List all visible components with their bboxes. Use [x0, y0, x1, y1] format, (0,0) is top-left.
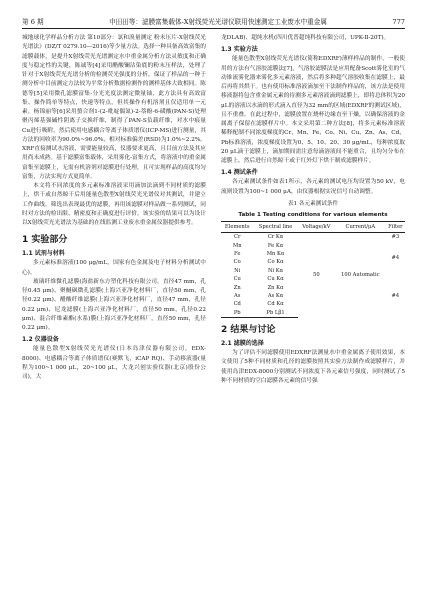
paragraph: 多元素标准溶液(100 μg/mL，国家有色金属及电子材料分析测试中心)。: [22, 260, 206, 276]
running-header: [22, 12, 405, 26]
paragraph: 为了评估不同滤膜使用EDXRF法测量水中重金属离子使用效果，本文使用了5种不同材质和孔径的滤膜按照其实验方法制作成滤膜样片，并使用岛津EDX-8000分别测试不同浓度下各元素信号强度，同时测试了5种不同材质的空白滤膜各元素的信号强: [221, 350, 405, 384]
paragraph: 各元素测试条件如表1所示，各元素的测试电压均设置为50 kV，电流则设置为100~1 000 μA，由仪器根据实况信号自动调整。: [221, 179, 405, 195]
paragraph: 玻璃纤维微孔滤膜(海盐新东方塑化科技有限公司，直径47 mm，孔径0.45 μm)、聚醚砜微孔滤膜(上海兴亚净化材料厂，直径50 mm，孔径0.22 μm)、醋酸纤维滤膜(上海兴亚净化材料厂，直径47 mm，孔径0.22 μm)、尼龙滤膜(上海兴亚净化材料厂，直径50 mm，孔径0.22 μm)、混合纤维素酯(水系)膜(上海兴亚净化材料厂，直径50 mm，孔径0.22 μm)。: [22, 278, 206, 331]
col-header-voltage: Voltage/kV: [298, 221, 335, 232]
element-cell: Cr: [233, 234, 241, 241]
table-header-row: [221, 221, 405, 232]
element-cell: Fe: [234, 250, 241, 257]
spectral-line-cell: Ni Kα: [267, 267, 284, 274]
paragraph: 城地球化学样品分析方法 第10部分：氯和溴量测定 粉末压片-X射线荧光光谱法》(DZ/T 0279.10—2016)等少量方法。选择一种具备高效富集的滤膜载体，是提升X射线荧光光谱测定水中重金属分析方法灵敏度和正确度与稳定性的关键，陈诚等[4]采用醋酸镧沾染底的粉末压样法，处理了针对于X射线荧光光谱分析的检测荧光强度的分析，保证了样品的一种于测分析中目前测定方法较为平常分析数据检测作的测样基体大致相同。陈德等[5]采用微孔滤膜富集-分光光度法测定微量铀，此方法具有高效富集、操作简单等特点，快速等特点，但其操作有机溶剂且仅适用单一元素。杨锦丽等[6]采用螯合剂1-(2-吡啶偶氮)-2-萘酚-6-磺酸(PAN-S)处理聚丙烯基强碱性阴离子交换纤维，制得了PAN-S负载纤维，对水中痕量Cu进行吸附，然后使用电感耦合等离子体质谱仪(ICP-MS)进行测量，其方法的回收率为90.0%~96.0%，相对标准偏差(RSD)为1.0%~2.2%。XRF直接测试水溶液，需要能量较高，仪器要求更高，且目前方法及其应用尚未成熟。基于滤膜富集载体，采用雾化-富集方式，将溶液中的重金属富集至滤膜上，无需有机溶剂对滤膜进行处理，且可实现样品的高度均匀富集，方法实现方式更简单。: [22, 35, 206, 180]
right-column: [221, 34, 405, 386]
col-header-current: Current/μA: [335, 221, 386, 232]
subsection-heading: 1.4 测试条件: [221, 169, 258, 177]
spectral-line-cell: As Kα: [267, 293, 284, 299]
page-number: 777: [392, 18, 405, 26]
filter-cell: #3: [391, 234, 400, 241]
paragraph: 本文将不同浓度的多元素标准溶液采用滴加法滴到不同材质的滤膜上，烘干或自然晾干后用能量色散型X射线荧光光谱仪对其测试，并建立工作曲线，筛选出表现最优的滤膜，再用该滤膜对样品做一系列测试，同时对方法的检出限、精密度和正确度进行评价。该实验的结果可以为设计以X射线荧光光谱法为基础的在线监测工业废水重金属仪器提供参考。: [22, 183, 206, 226]
spectral-line-cell: Mn Kα: [266, 250, 285, 257]
paragraph: 龙DLAB)、超纯水机(四川优普超纯科技有限公司，UPK-Ⅱ-20T)。: [221, 35, 390, 41]
issue-label: 第 6 期: [22, 18, 44, 26]
paragraph: 能量色散型X射线荧光光谱仪(日本岛津仪器有限公司，EDX-8000)、电感耦合等离子体质谱仪(赛默飞，iCAP RQ)、手动移液器(量程为100~1 000 μL，20~100 μL，大龙兴创实验仪器(北京)股份公司)，大: [22, 346, 206, 380]
testing-conditions-table: [221, 221, 405, 318]
spectral-line-cell: Pb Lβ1: [253, 309, 297, 318]
spectral-line-cell: Cr Kα: [267, 234, 284, 241]
voltage-cell: 50: [313, 272, 320, 279]
left-column: [22, 34, 206, 382]
col-header-elements: Elements: [221, 221, 253, 232]
current-cell: 100 Automatic: [341, 272, 380, 279]
element-cell: Zn: [233, 284, 241, 291]
spectral-line-cell: Zn Kα: [267, 284, 284, 291]
spectral-line-cell: Cd Kα: [267, 301, 284, 308]
element-cell: Cu: [233, 276, 241, 283]
header-rule: [22, 28, 405, 29]
col-header-filter: Filter: [386, 221, 405, 232]
element-cell: Cd: [233, 301, 241, 308]
spectral-line-cell: Cu Kα: [267, 276, 284, 283]
element-cell: Co: [233, 259, 241, 266]
spectral-line-cell: Co Kα: [267, 259, 284, 266]
col-header-spectral-line: Spectral line: [253, 221, 297, 232]
table-caption-en: Table 1 Testing conditions for various elements: [238, 211, 388, 218]
element-cell: Mn: [232, 242, 242, 249]
running-title: 申田田等：滤膜富集载体-X射线荧光光谱仪联用快速测定工业废水中重金属: [109, 18, 327, 26]
element-cell: Pb: [221, 309, 253, 318]
subsection-heading: 2.1 滤膜的选择: [221, 340, 264, 348]
table-row: [221, 233, 405, 242]
filter-cell: #4: [391, 255, 400, 262]
section-heading: 1 实验部分: [22, 235, 68, 246]
spectral-line-cell: Fe Kα: [267, 242, 284, 249]
section-heading: 2 结果与讨论: [221, 325, 276, 336]
paragraph: 能量色散型X射线荧光光谱仪(简称EDXRF)薄样样品的制作，一般使用的方法有气溶胶滤膜法[7]，气溶胶滤膜法是应用配备Scott雾化室的气动锥流雾化器来雾化多元素溶液，然后将多种超气溶胶收集在滤膜上，最后再将其烘干。也有使用标准溶液滴加至干法制作样品的，该方法是使用移液器将包含重金属元素的待测多元素溶液滴到滤膜上，即将总体积为20 μL的溶液以水滴的形式滴入直径为32 mm的区域(EDXRF的测试区域)，且不重叠。在此过程中，滤膜放置在烧杯边缘直至干燥，以确保溶液的金属离子保留在滤膜样片中。本文采用第二种方法[8]，将多元素标准溶液稀释配制不同浓度梯度的Cr、Mn、Fe、Co、Ni、Cu、Zn、As、Cd、Pb标准溶液，浓度梯度设置为0、5、10、20、30 μg/mL，每种浓度取20 μL滴于滤膜上，滴加期间需注意每滴溶液间不能重合，且均匀分布在滤膜上，然后进行自然晾干或于红外灯下烘干制成滤膜样片。: [221, 56, 405, 164]
subsection-heading: 1.3 实验方法: [221, 46, 258, 54]
element-cell: Ni: [234, 267, 241, 274]
table-caption-cn: 表1 各元素测试条件: [287, 200, 339, 207]
subsection-heading: 1.1 试剂与材料: [22, 250, 65, 258]
element-cell: As: [234, 293, 241, 299]
filter-cell: #4: [391, 293, 400, 300]
subsection-heading: 1.2 仪器设备: [22, 336, 59, 344]
